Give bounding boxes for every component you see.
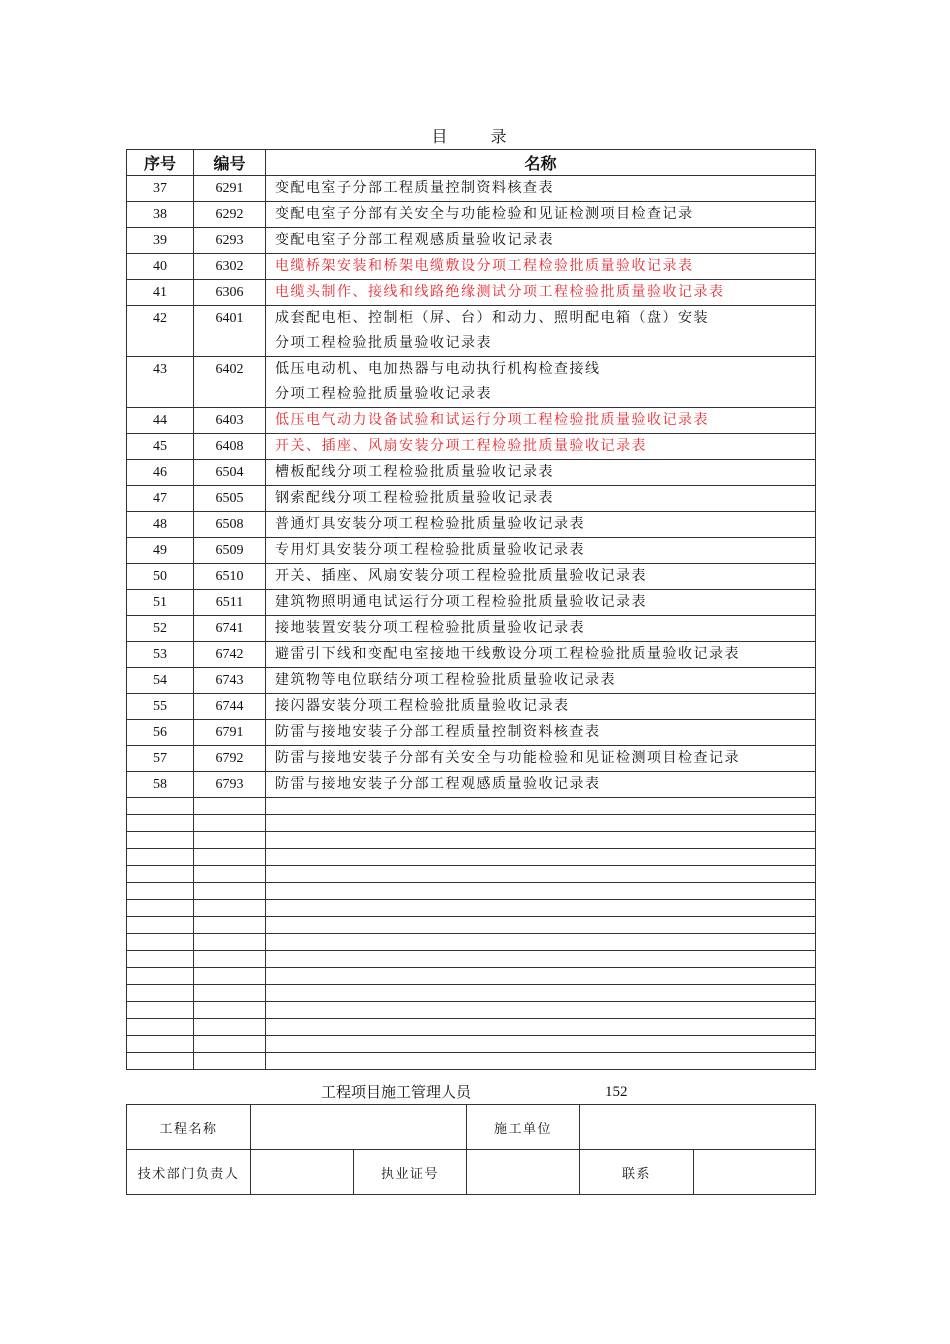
table-row [127, 642, 816, 668]
empty-cell [266, 1053, 816, 1070]
table-row [127, 254, 816, 280]
row-seq: 45 [127, 434, 194, 460]
row-name-line: 建筑物照明通电试运行分项工程检验批质量验收记录表 [275, 594, 647, 610]
empty-row [127, 968, 816, 985]
row-name-line: 成套配电柜、控制柜（屏、台）和动力、照明配电箱（盘）安装 [275, 310, 709, 326]
contact-value[interactable] [694, 1150, 816, 1195]
row-name [266, 746, 816, 772]
row-name-line: 专用灯具安装分项工程检验批质量验收记录表 [275, 542, 585, 558]
table-row [127, 434, 816, 460]
row-code: 6509 [194, 538, 266, 564]
row-name [266, 616, 816, 642]
title-part1: 目 [431, 127, 451, 146]
row-name [266, 590, 816, 616]
row-name [266, 486, 816, 512]
row-code: 6741 [194, 616, 266, 642]
row-code: 6292 [194, 202, 266, 228]
row-seq: 54 [127, 668, 194, 694]
row-name [266, 176, 816, 202]
table-row [127, 176, 816, 202]
row-name [266, 720, 816, 746]
row-name-line: 开关、插座、风扇安装分项工程检验批质量验收记录表 [275, 568, 647, 584]
table-row [127, 590, 816, 616]
empty-cell [266, 985, 816, 1002]
empty-row [127, 934, 816, 951]
row-seq: 39 [127, 228, 194, 254]
row-name-line: 钢索配线分项工程检验批质量验收记录表 [275, 490, 554, 506]
row-seq: 53 [127, 642, 194, 668]
table-row [127, 357, 816, 408]
empty-cell [266, 866, 816, 883]
row-name [266, 772, 816, 798]
project-name-value[interactable] [251, 1105, 467, 1150]
row-name-line: 接闪器安装分项工程检验批质量验收记录表 [275, 698, 570, 714]
row-name-line: 低压电动机、电加热器与电动执行机构检查接线 [275, 361, 601, 377]
subtitle [126, 1081, 815, 1103]
empty-cell [194, 798, 266, 815]
row-seq: 41 [127, 280, 194, 306]
empty-cell [194, 1019, 266, 1036]
empty-cell [194, 849, 266, 866]
row-code: 6744 [194, 694, 266, 720]
empty-cell [194, 917, 266, 934]
row-name [266, 357, 816, 408]
row-name [266, 434, 816, 460]
row-code: 6408 [194, 434, 266, 460]
title-part2: 录 [490, 127, 510, 146]
row-name-line: 避雷引下线和变配电室接地干线敷设分项工程检验批质量验收记录表 [275, 646, 740, 662]
row-code: 6402 [194, 357, 266, 408]
empty-cell [266, 1036, 816, 1053]
table-row [127, 280, 816, 306]
row-name-line: 防雷与接地安装子分部工程观感质量验收记录表 [275, 776, 601, 792]
row-code: 6792 [194, 746, 266, 772]
empty-row [127, 917, 816, 934]
empty-row [127, 883, 816, 900]
empty-cell [266, 798, 816, 815]
row-name [266, 228, 816, 254]
table-row [127, 720, 816, 746]
row-name [266, 254, 816, 280]
row-name-line: 槽板配线分项工程检验批质量验收记录表 [275, 464, 554, 480]
empty-cell [266, 883, 816, 900]
row-code: 6291 [194, 176, 266, 202]
empty-cell [127, 917, 194, 934]
empty-cell [127, 934, 194, 951]
row-name-line: 低压电气动力设备试验和试运行分项工程检验批质量验收记录表 [275, 412, 709, 428]
row-seq: 50 [127, 564, 194, 590]
row-seq: 47 [127, 486, 194, 512]
row-name-line: 开关、插座、风扇安装分项工程检验批质量验收记录表 [275, 438, 647, 454]
empty-cell [194, 815, 266, 832]
empty-row [127, 1019, 816, 1036]
row-name [266, 694, 816, 720]
toc-table [126, 149, 816, 1070]
empty-cell [194, 934, 266, 951]
header-code: 编号 [194, 150, 266, 176]
empty-cell [127, 832, 194, 849]
row-seq: 38 [127, 202, 194, 228]
empty-cell [266, 1019, 816, 1036]
info-table [126, 1104, 816, 1195]
row-name [266, 642, 816, 668]
row-name-line: 防雷与接地安装子分部有关安全与功能检验和见证检测项目检查记录 [275, 750, 740, 766]
row-name-line: 变配电室子分部有关安全与功能检验和见证检测项目检查记录 [275, 206, 694, 222]
row-name [266, 202, 816, 228]
row-seq: 49 [127, 538, 194, 564]
empty-cell [127, 849, 194, 866]
empty-cell [266, 1002, 816, 1019]
table-row [127, 538, 816, 564]
empty-cell [127, 900, 194, 917]
page-number: 152 [605, 1084, 628, 1100]
table-row [127, 486, 816, 512]
license-value[interactable] [467, 1150, 580, 1195]
empty-cell [266, 815, 816, 832]
empty-cell [127, 985, 194, 1002]
row-name-line: 建筑物等电位联结分项工程检验批质量验收记录表 [275, 672, 616, 688]
row-code: 6743 [194, 668, 266, 694]
row-name-line: 分项工程检验批质量验收记录表 [275, 386, 492, 402]
row-name-line: 防雷与接地安装子分部工程质量控制资料核查表 [275, 724, 601, 740]
empty-cell [194, 951, 266, 968]
contact-label: 联系 [580, 1150, 694, 1195]
row-code: 6505 [194, 486, 266, 512]
empty-cell [266, 849, 816, 866]
header-name: 名称 [266, 150, 816, 176]
empty-cell [266, 900, 816, 917]
empty-cell [194, 866, 266, 883]
empty-cell [266, 832, 816, 849]
row-code: 6504 [194, 460, 266, 486]
row-code: 6511 [194, 590, 266, 616]
row-code: 6401 [194, 306, 266, 357]
row-seq: 46 [127, 460, 194, 486]
row-name-line: 接地装置安装分项工程检验批质量验收记录表 [275, 620, 585, 636]
row-seq: 51 [127, 590, 194, 616]
table-row [127, 408, 816, 434]
row-seq: 57 [127, 746, 194, 772]
empty-row [127, 832, 816, 849]
construction-unit-value[interactable] [580, 1105, 816, 1150]
empty-row [127, 951, 816, 968]
empty-cell [194, 1036, 266, 1053]
row-name [266, 564, 816, 590]
table-row [127, 228, 816, 254]
row-name-line: 电缆桥架安装和桥架电缆敷设分项工程检验批质量验收记录表 [275, 258, 694, 274]
empty-cell [127, 968, 194, 985]
table-row [127, 616, 816, 642]
table-row [127, 694, 816, 720]
row-code: 6793 [194, 772, 266, 798]
empty-row [127, 900, 816, 917]
empty-cell [194, 985, 266, 1002]
empty-cell [194, 883, 266, 900]
row-seq: 43 [127, 357, 194, 408]
empty-cell [127, 798, 194, 815]
empty-cell [266, 917, 816, 934]
empty-cell [127, 1036, 194, 1053]
row-seq: 58 [127, 772, 194, 798]
row-seq: 42 [127, 306, 194, 357]
empty-cell [127, 883, 194, 900]
empty-cell [194, 968, 266, 985]
row-code: 6302 [194, 254, 266, 280]
empty-row [127, 1002, 816, 1019]
empty-row [127, 1053, 816, 1070]
tech-head-label: 技术部门负责人 [127, 1150, 251, 1195]
row-seq: 40 [127, 254, 194, 280]
row-code: 6510 [194, 564, 266, 590]
table-row [127, 772, 816, 798]
row-code: 6791 [194, 720, 266, 746]
row-name [266, 280, 816, 306]
row-name [266, 538, 816, 564]
row-seq: 55 [127, 694, 194, 720]
empty-cell [127, 815, 194, 832]
empty-cell [127, 1019, 194, 1036]
empty-row [127, 985, 816, 1002]
empty-cell [194, 1002, 266, 1019]
tech-head-value[interactable] [251, 1150, 354, 1195]
empty-row [127, 1036, 816, 1053]
row-name-line: 电缆头制作、接线和线路绝缘测试分项工程检验批质量验收记录表 [275, 284, 725, 300]
toc-body [127, 176, 816, 1070]
info-row-1 [127, 1105, 816, 1150]
row-code: 6306 [194, 280, 266, 306]
empty-cell [194, 832, 266, 849]
row-seq: 44 [127, 408, 194, 434]
table-row [127, 746, 816, 772]
row-code: 6293 [194, 228, 266, 254]
row-seq: 52 [127, 616, 194, 642]
empty-row [127, 798, 816, 815]
empty-row [127, 849, 816, 866]
construction-unit-label: 施工单位 [467, 1105, 580, 1150]
row-name [266, 668, 816, 694]
empty-cell [266, 968, 816, 985]
empty-cell [194, 1053, 266, 1070]
empty-cell [127, 1002, 194, 1019]
table-row [127, 202, 816, 228]
row-name-line: 分项工程检验批质量验收记录表 [275, 335, 492, 351]
toc-header-row [127, 150, 816, 176]
license-label: 执业证号 [354, 1150, 467, 1195]
empty-row [127, 866, 816, 883]
page-title [126, 126, 815, 148]
empty-cell [127, 951, 194, 968]
empty-cell [266, 951, 816, 968]
row-code: 6508 [194, 512, 266, 538]
row-name [266, 512, 816, 538]
table-row [127, 460, 816, 486]
subtitle-label: 工程项目施工管理人员 [321, 1083, 472, 1101]
table-row [127, 564, 816, 590]
row-name [266, 460, 816, 486]
row-name [266, 408, 816, 434]
header-seq: 序号 [127, 150, 194, 176]
row-seq: 56 [127, 720, 194, 746]
table-row [127, 668, 816, 694]
empty-cell [127, 866, 194, 883]
empty-cell [266, 934, 816, 951]
row-name-line: 普通灯具安装分项工程检验批质量验收记录表 [275, 516, 585, 532]
row-code: 6403 [194, 408, 266, 434]
project-name-label: 工程名称 [127, 1105, 251, 1150]
row-name-line: 变配电室子分部工程观感质量验收记录表 [275, 232, 554, 248]
row-name [266, 306, 816, 357]
empty-row [127, 815, 816, 832]
row-code: 6742 [194, 642, 266, 668]
info-row-2 [127, 1150, 816, 1195]
row-seq: 37 [127, 176, 194, 202]
empty-cell [127, 1053, 194, 1070]
row-name-line: 变配电室子分部工程质量控制资料核查表 [275, 180, 554, 196]
table-row [127, 512, 816, 538]
table-row [127, 306, 816, 357]
row-seq: 48 [127, 512, 194, 538]
empty-cell [194, 900, 266, 917]
